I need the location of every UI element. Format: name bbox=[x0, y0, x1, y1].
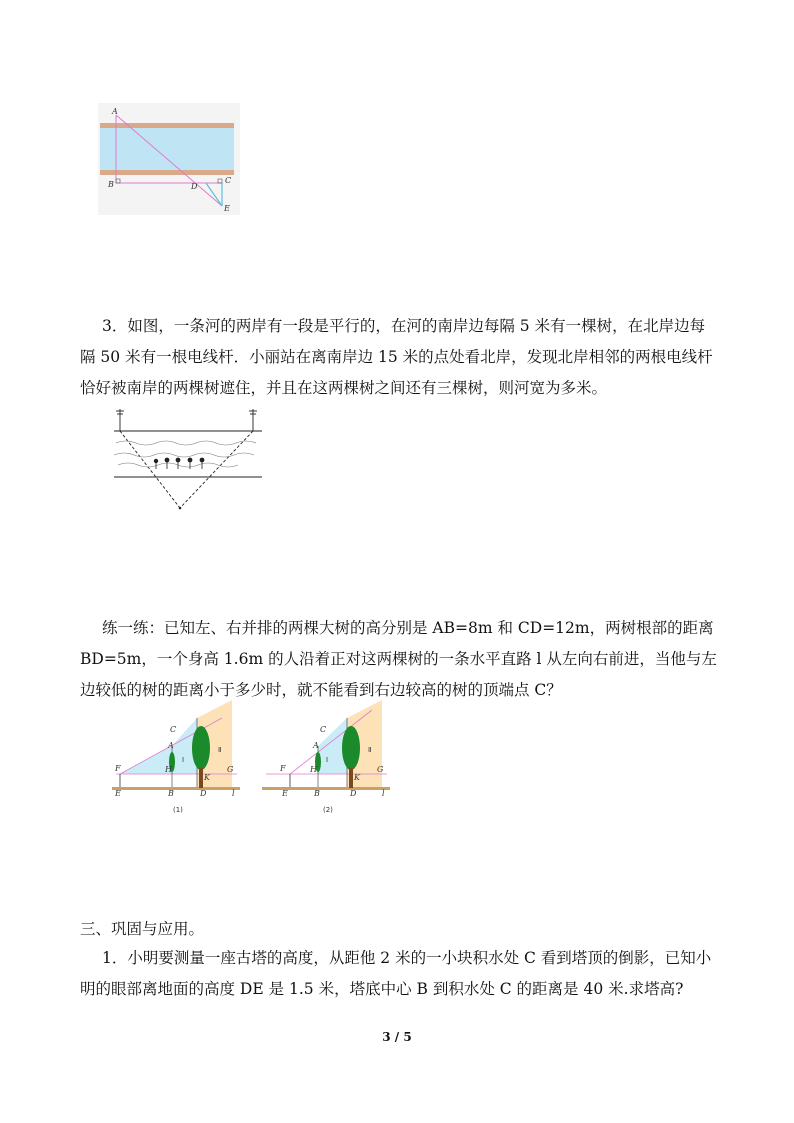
label-point: D bbox=[191, 182, 198, 191]
river-diagram bbox=[98, 103, 240, 215]
svg-text:C: C bbox=[320, 725, 327, 734]
label-point: B bbox=[108, 180, 114, 189]
svg-text:K: K bbox=[204, 773, 210, 782]
svg-text:Ⅰ: Ⅰ bbox=[326, 756, 329, 764]
svg-text:Ⅰ: Ⅰ bbox=[182, 756, 185, 764]
panel-caption: (1) bbox=[173, 806, 183, 814]
trees-diagram bbox=[112, 700, 412, 825]
svg-text:G: G bbox=[227, 765, 234, 774]
svg-text:D: D bbox=[200, 789, 207, 798]
svg-text:Ⅱ: Ⅱ bbox=[218, 746, 222, 754]
problem-3-text: 3．如图，一条河的两岸有一段是平行的，在河的南岸边每隔 5 米有一棵树，在北岸边每隔 50 米有一根电线杆．小丽站在离南岸边 15 米的点处看北岸，发现北岸相邻的两根电线杆恰好被南岸的两棵树遮住，并且在这两棵树之间还有三棵树，则河宽为多米。 bbox=[80, 317, 713, 397]
svg-text:B: B bbox=[314, 789, 320, 798]
svg-text:A: A bbox=[168, 741, 174, 750]
pole-tree-diagram bbox=[112, 405, 264, 515]
svg-text:l: l bbox=[382, 789, 385, 798]
svg-text:F: F bbox=[115, 764, 121, 773]
trees-panel-1 bbox=[112, 700, 240, 814]
label-point: C bbox=[225, 176, 232, 185]
svg-text:C: C bbox=[170, 725, 177, 734]
svg-text:Ⅱ: Ⅱ bbox=[368, 746, 372, 754]
section-heading: 三、巩固与应用。 bbox=[80, 920, 205, 938]
svg-text:E: E bbox=[115, 789, 121, 798]
practice-text: 练一练：已知左、右并排的两棵大树的高分别是 AB=8m 和 CD=12m，两树根部的距离 BD=5m，一个身高 1.6m 的人沿着正对这两棵树的一条水平直路 l 从左向右前进，当他与左边较低的树的距离小于多少时，就不能看到右边较高的树的顶端点 C？ bbox=[80, 619, 717, 699]
trees-panel-2 bbox=[262, 700, 390, 814]
page-number: 3 / 5 bbox=[382, 1030, 412, 1044]
river-water bbox=[100, 128, 234, 170]
label-point: A bbox=[112, 107, 118, 116]
panel-caption: (2) bbox=[323, 806, 333, 814]
section-3-problem-1: 1．小明要测量一座古塔的高度，从距他 2 米的一小块积水处 C 看到塔顶的倒影，已知小明的眼部离地面的高度 DE 是 1.5 米，塔底中心 B 到积水处 C 的距离是 40 米.求塔高? bbox=[80, 949, 712, 998]
svg-text:F: F bbox=[280, 764, 286, 773]
svg-text:A: A bbox=[313, 741, 319, 750]
svg-text:H: H bbox=[165, 765, 172, 774]
svg-text:D: D bbox=[350, 789, 357, 798]
label-point: E bbox=[224, 204, 230, 213]
svg-text:G: G bbox=[377, 765, 384, 774]
svg-text:K: K bbox=[354, 773, 360, 782]
svg-text:H: H bbox=[310, 765, 317, 774]
svg-text:E: E bbox=[282, 789, 288, 798]
svg-text:l: l bbox=[232, 789, 235, 798]
svg-text:B: B bbox=[168, 789, 174, 798]
south-bank bbox=[100, 170, 234, 175]
north-bank bbox=[100, 123, 234, 128]
